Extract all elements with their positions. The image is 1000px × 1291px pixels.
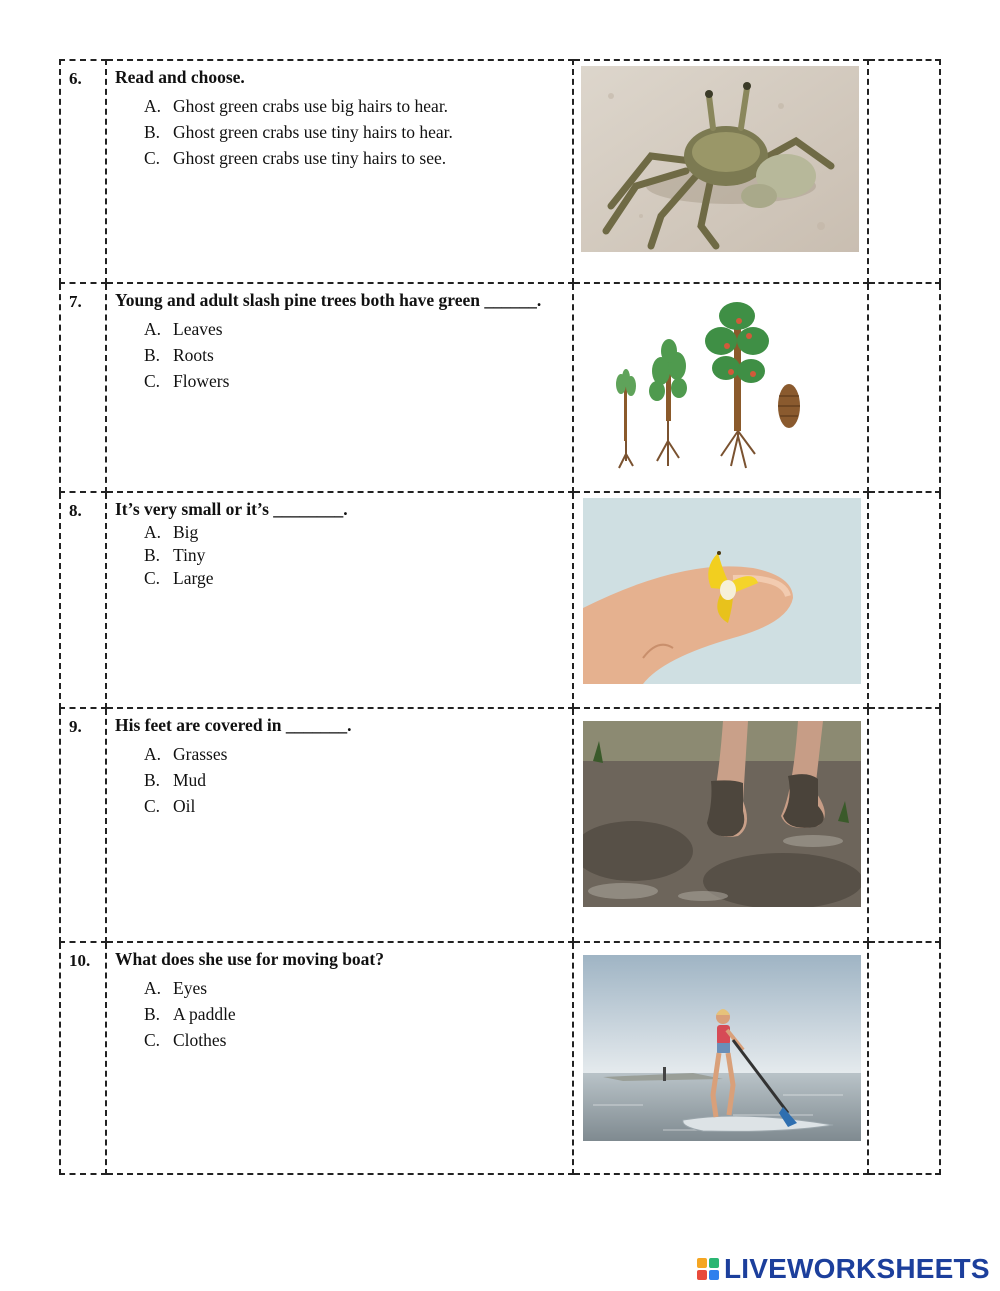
option-letter: A. xyxy=(144,978,162,998)
question-text: His feet are covered in _______. xyxy=(115,715,352,735)
option-a[interactable] xyxy=(144,521,572,544)
options-list xyxy=(107,975,572,1053)
option-b[interactable] xyxy=(144,544,572,567)
pine-tree-image xyxy=(581,296,859,482)
option-text: Eyes xyxy=(173,978,208,998)
question-number: 10. xyxy=(69,951,91,970)
option-letter: A. xyxy=(144,522,162,542)
option-letter: A. xyxy=(144,744,162,764)
option-text: A paddle xyxy=(173,1004,236,1024)
option-c[interactable] xyxy=(144,1027,572,1053)
question-text: It’s very small or it’s ________. xyxy=(115,499,348,519)
option-text: Grasses xyxy=(173,744,228,764)
option-letter: C. xyxy=(144,371,161,391)
option-text: Flowers xyxy=(173,371,230,391)
question-text: Read and choose. xyxy=(115,67,245,87)
option-letter: B. xyxy=(144,345,161,365)
logo-tile-icon xyxy=(709,1258,719,1268)
option-letter: C. xyxy=(144,568,161,588)
answer-cell[interactable] xyxy=(868,492,940,708)
option-letter: A. xyxy=(144,96,162,116)
question-row-7 xyxy=(60,283,940,492)
option-c[interactable] xyxy=(144,567,572,590)
question-row-9 xyxy=(60,708,940,942)
options-list xyxy=(107,521,572,590)
question-number: 9. xyxy=(69,717,82,736)
question-row-10 xyxy=(60,942,940,1174)
option-text: Tiny xyxy=(173,545,206,565)
question-number: 8. xyxy=(69,501,82,520)
option-a[interactable] xyxy=(144,741,572,767)
option-text: Large xyxy=(173,568,214,588)
question-text: Young and adult slash pine trees both have green ______. xyxy=(115,290,542,310)
option-text: Big xyxy=(173,522,199,542)
option-text: Leaves xyxy=(173,319,223,339)
option-text: Mud xyxy=(173,770,207,790)
question-row-6 xyxy=(60,60,940,283)
answer-cell[interactable] xyxy=(868,283,940,492)
option-text: Ghost green crabs use tiny hairs to see. xyxy=(173,148,447,168)
answer-cell[interactable] xyxy=(868,60,940,283)
muddy-feet-image xyxy=(583,721,861,907)
option-b[interactable] xyxy=(144,1001,572,1027)
option-c[interactable] xyxy=(144,368,572,394)
option-c[interactable] xyxy=(144,793,572,819)
option-b[interactable] xyxy=(144,119,572,145)
logo-tile-icon xyxy=(697,1258,707,1268)
option-letter: B. xyxy=(144,545,161,565)
option-letter: B. xyxy=(144,122,161,142)
logo-tile-icon xyxy=(709,1270,719,1280)
option-text: Ghost green crabs use big hairs to hear. xyxy=(173,96,449,116)
option-letter: B. xyxy=(144,770,161,790)
options-list xyxy=(107,93,572,171)
liveworksheets-logo xyxy=(697,1254,990,1284)
option-letter: C. xyxy=(144,796,161,816)
option-text: Roots xyxy=(173,345,214,365)
answer-cell[interactable] xyxy=(868,708,940,942)
option-letter: C. xyxy=(144,1030,161,1050)
logo-tiles-icon xyxy=(697,1258,719,1280)
options-list xyxy=(107,741,572,819)
question-number: 7. xyxy=(69,292,82,311)
option-text: Clothes xyxy=(173,1030,227,1050)
option-b[interactable] xyxy=(144,342,572,368)
option-b[interactable] xyxy=(144,767,572,793)
worksheet-table xyxy=(59,59,941,1175)
question-row-8 xyxy=(60,492,940,708)
logo-tile-icon xyxy=(697,1270,707,1280)
tiny-banana-image xyxy=(583,498,861,684)
question-number: 6. xyxy=(69,69,82,88)
brand-name: LIVEWORKSHEETS xyxy=(724,1253,990,1284)
option-a[interactable] xyxy=(144,316,572,342)
paddleboard-image xyxy=(583,955,861,1141)
option-c[interactable] xyxy=(144,145,572,171)
option-letter: C. xyxy=(144,148,161,168)
option-letter: A. xyxy=(144,319,162,339)
question-text: What does she use for moving boat? xyxy=(115,949,385,969)
ghost-crab-image xyxy=(581,66,859,252)
option-letter: B. xyxy=(144,1004,161,1024)
option-a[interactable] xyxy=(144,975,572,1001)
options-list xyxy=(107,316,572,394)
option-text: Ghost green crabs use tiny hairs to hear. xyxy=(173,122,453,142)
option-text: Oil xyxy=(173,796,196,816)
answer-cell[interactable] xyxy=(868,942,940,1174)
option-a[interactable] xyxy=(144,93,572,119)
